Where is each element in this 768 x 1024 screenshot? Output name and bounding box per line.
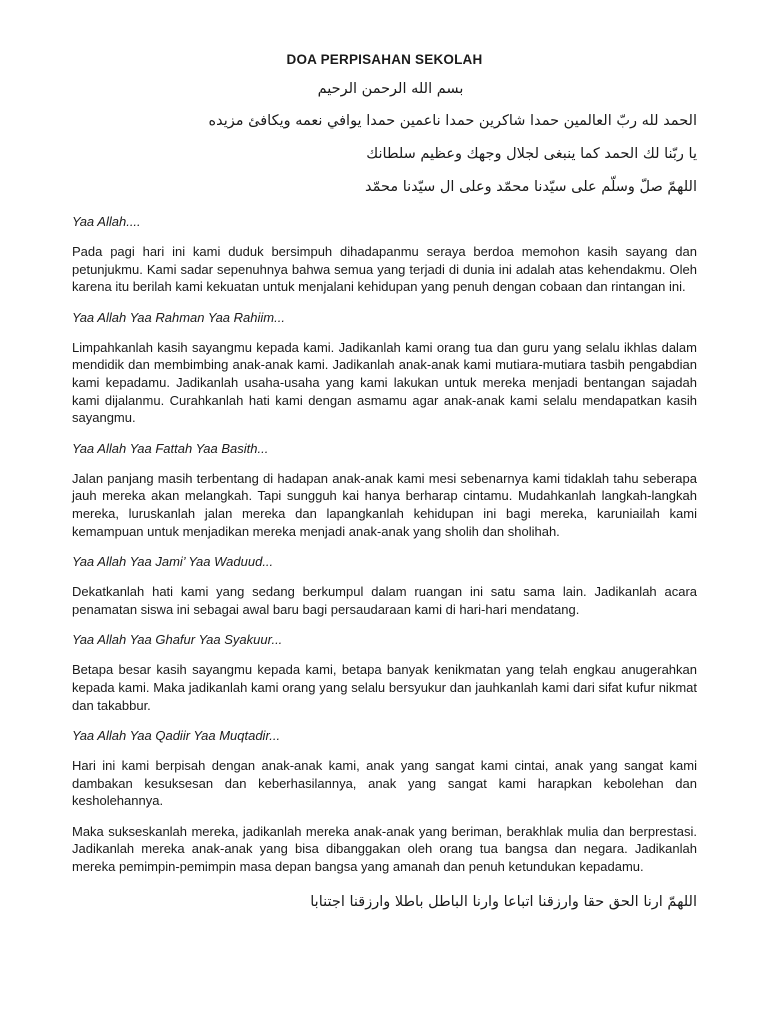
paragraph: Jalan panjang masih terbentang di hadapan anak-anak kami mesi sebenarnya kami tidaklah tahu seberapa jauh mereka akan melangkah. Tapi sungguh kai hanya berharap cintamu. Mudahkanlah langkah-langkah mereka, luruskanlah jalan mereka dan lapangkanlah kehidupan ini bagi mereka, karuniailah kami kemampuan untuk menjadikan mereka menjadi anak-anak yang sholih dan sholihah. <box>72 470 697 539</box>
section-qadiir-muqtadir <box>72 727 697 876</box>
section-heading: Yaa Allah Yaa Rahman Yaa Rahiim... <box>72 309 285 325</box>
arabic-opening <box>72 111 697 197</box>
section-heading: Yaa Allah.... <box>72 214 141 229</box>
basmalah: بسم الله الرحمن الرحيم <box>317 81 464 97</box>
section-fattah-basith <box>72 440 697 540</box>
section-yaa-allah <box>72 213 697 296</box>
section-ghafur-syakuur <box>72 631 697 714</box>
paragraph: Limpahkanlah kasih sayangmu kepada kami. Jadikanlah kami orang tua dan guru yang selalu ikhlas dalam mendidik dan membimbing anak-anak kami. Jadikanlah anak-anak kami mutiara-mutiara tasbih pengabdian kami kepadamu. Jadikanlah usaha-usaha yang kami lakukan untuk mereka menjadi bentangan sajadah kami dijalanmu. Curahkanlah hati kami dengan asmamu agar anak-anak kami selalu mendapatkan kasih sayangmu. <box>72 339 697 426</box>
paragraph: Betapa besar kasih sayangmu kepada kami, betapa banyak kenikmatan yang telah engkau anugerahkan kepada kami. Maka jadikanlah kami orang yang selalu bersyukur dan jauhkanlah kami dari sifat kufur nikmat dan takabbur. <box>72 662 697 713</box>
arabic-line: يا ربّنا لك الحمد كما ينبغى لجلال وجهك وعظيم سلطانك <box>366 146 697 162</box>
paragraph: Hari ini kami berpisah dengan anak-anak kami, anak yang sangat kami cintai, anak yang sangat kami dambakan kesuksesan dan keberhasilannya, anak yang sangat kami harapkan kebolehan dan kesholehannya. <box>72 758 697 809</box>
section-heading: Yaa Allah Yaa Jami’ Yaa Waduud... <box>72 554 274 570</box>
section-jami-waduud <box>72 553 697 618</box>
paragraph: Dekatkanlah hati kami yang sedang berkumpul dalam ruangan ini satu sama lain. Jadikanlah acara penamatan siswa ini sebagai awal baru bagi persaudaraan kami di hari-hari mendatang. <box>72 584 697 617</box>
section-heading: Yaa Allah Yaa Qadiir Yaa Muqtadir... <box>72 728 281 744</box>
arabic-line: اللهمّ صلّ وسلّم على سيّدنا محمّد وعلى ال سيّدنا محمّد <box>364 179 697 195</box>
paragraph: Maka sukseskanlah mereka, jadikanlah mereka anak-anak yang beriman, berakhlak mulia dan berprestasi. Jadikanlah mereka anak-anak yang bisa dibanggakan oleh orang tua bangsa dan negara. Jadikanlah mereka pemimpin-pemimpin masa depan bangsa yang amanah dan penuh ketundukan kepadamu. <box>72 823 697 875</box>
section-heading: Yaa Allah Yaa Ghafur Yaa Syakuur... <box>72 632 283 648</box>
section-rahman-rahiim <box>72 309 697 427</box>
section-heading: Yaa Allah Yaa Fattah Yaa Basith... <box>72 440 269 456</box>
arabic-closing: اللهمّ ارنا الحق حقا وارزقنا اتباعا وارنا الباطل باطلا وارزقنا اجتنابا <box>310 893 697 910</box>
document-title: DOA PERPISAHAN SEKOLAH <box>286 52 483 67</box>
arabic-line: الحمد لله ربّ العالمين حمدا شاكرين حمدا ناعمين حمدا يوافي نعمه ويكافئ مزيده <box>208 113 697 129</box>
paragraph: Pada pagi hari ini kami duduk bersimpuh dihadapanmu seraya berdoa memohon kasih sayang dan petunjukmu. Kami sadar sepenuhnya bahwa semua yang terjadi di dunia ini adalah atas kehendakmu. Oleh karena itu berilah kami kekuatan untuk menjalani kehidupan yang penuh dengan cobaan dan rintangan ini. <box>72 244 697 295</box>
